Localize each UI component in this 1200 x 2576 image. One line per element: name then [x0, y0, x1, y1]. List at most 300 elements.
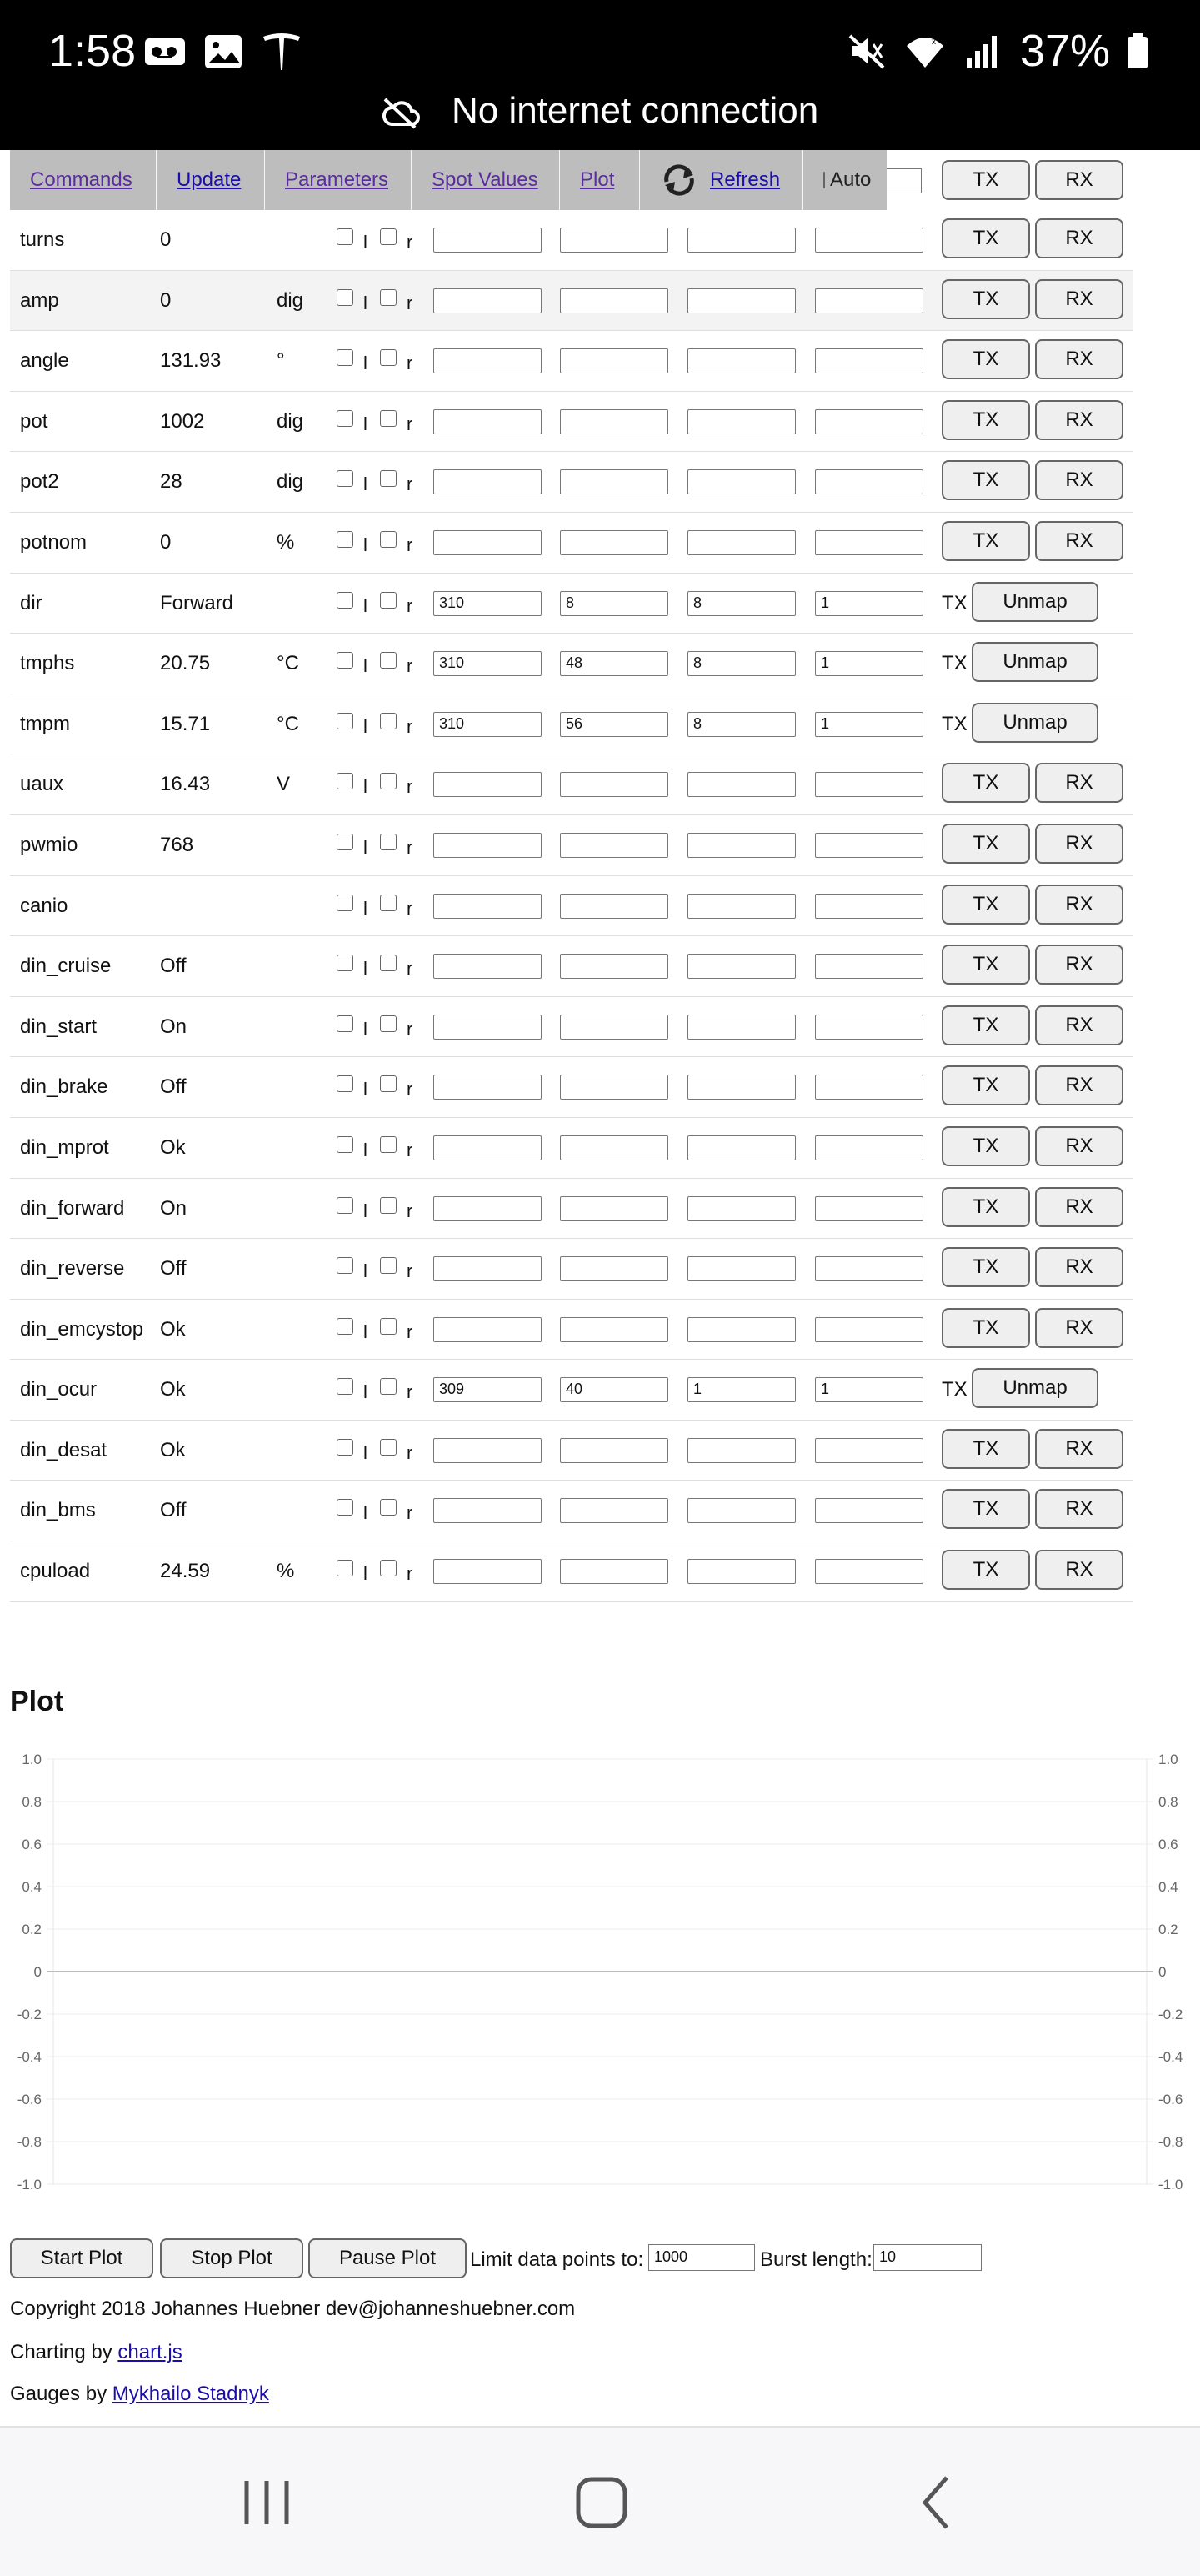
can-map-input[interactable] — [815, 1256, 923, 1281]
param-name: cpuload — [20, 1560, 91, 1583]
can-map-input[interactable] — [688, 833, 796, 858]
rx-button[interactable]: RX — [1035, 1187, 1123, 1227]
can-map-input[interactable]: 1 — [815, 591, 923, 616]
plot-left-checkbox[interactable] — [337, 592, 353, 609]
can-map-input[interactable] — [815, 228, 923, 253]
can-map-input[interactable]: 1 — [688, 1377, 796, 1402]
left-axis-label: l — [363, 776, 368, 798]
plot-right-checkbox[interactable] — [380, 1318, 397, 1335]
plot-left-checkbox[interactable] — [337, 1318, 353, 1335]
param-value: Off — [160, 955, 187, 978]
burst-input[interactable]: 10 — [873, 2244, 982, 2271]
can-map-input[interactable] — [560, 772, 668, 797]
param-value: 131.93 — [160, 349, 222, 373]
can-map-input[interactable] — [688, 1317, 796, 1342]
plot-right-checkbox[interactable] — [380, 1075, 397, 1092]
can-map-input[interactable]: 309 — [433, 1377, 542, 1402]
can-map-input[interactable] — [560, 833, 668, 858]
table-row — [10, 1421, 1133, 1481]
plot-right-checkbox[interactable] — [380, 713, 397, 729]
param-value: 1002 — [160, 409, 205, 433]
tx-button[interactable]: TX — [942, 1187, 1030, 1227]
plot-right-checkbox[interactable] — [380, 1499, 397, 1516]
table-row — [10, 452, 1133, 513]
can-map-input[interactable]: 310 — [433, 651, 542, 676]
header-tx-button[interactable]: TX — [942, 160, 1030, 200]
left-axis-label: l — [363, 1441, 368, 1463]
menu-link-parameters[interactable]: Parameters — [285, 168, 389, 191]
table-row — [10, 513, 1133, 574]
can-map-input[interactable] — [560, 1075, 668, 1100]
tx-button[interactable]: TX — [942, 824, 1030, 864]
can-map-input[interactable] — [688, 348, 796, 373]
right-axis-label: r — [407, 1563, 413, 1585]
can-map-input[interactable] — [433, 954, 542, 979]
can-map-input[interactable] — [560, 1135, 668, 1160]
plot-right-checkbox[interactable] — [380, 1257, 397, 1274]
y-tick-label-right: 0.2 — [1158, 1922, 1178, 1937]
y-tick-label-left: -1.0 — [17, 2177, 42, 2193]
menu-commands[interactable] — [10, 150, 157, 210]
left-axis-label: l — [363, 1018, 368, 1040]
tx-button[interactable]: TX — [942, 218, 1030, 258]
stop-plot-button[interactable]: Stop Plot — [160, 2238, 303, 2278]
can-map-input[interactable]: 56 — [560, 712, 668, 737]
can-map-input[interactable]: 8 — [560, 591, 668, 616]
plot-controls — [10, 2238, 1193, 2278]
can-map-input[interactable] — [815, 348, 923, 373]
can-map-input[interactable] — [433, 469, 542, 494]
can-map-input[interactable]: 8 — [688, 712, 796, 737]
can-map-input[interactable] — [688, 772, 796, 797]
can-map-input[interactable]: 40 — [560, 1377, 668, 1402]
menu-parameters[interactable] — [265, 150, 412, 210]
can-map-input[interactable]: 1 — [815, 1377, 923, 1402]
unmap-button[interactable]: Unmap — [972, 703, 1098, 743]
param-name: din_reverse — [20, 1257, 125, 1280]
plot-left-checkbox[interactable] — [337, 410, 353, 427]
rx-button[interactable]: RX — [1035, 1065, 1123, 1105]
can-map-input[interactable] — [688, 409, 796, 434]
tesla-icon — [260, 30, 303, 73]
param-name: din_start — [20, 1015, 98, 1038]
y-tick-label-right: -0.2 — [1158, 2007, 1183, 2022]
plot-left-checkbox[interactable] — [337, 289, 353, 306]
param-unit: % — [277, 530, 295, 554]
param-unit: dig — [277, 409, 304, 433]
y-tick-label-left: 0 — [33, 1964, 42, 1980]
param-value: Off — [160, 1499, 187, 1522]
param-name: pot2 — [20, 470, 59, 494]
plot-right-checkbox[interactable] — [380, 955, 397, 971]
can-map-input[interactable] — [815, 1498, 923, 1523]
plot-left-checkbox[interactable] — [337, 895, 353, 911]
plot-left-checkbox[interactable] — [337, 834, 353, 850]
plot-left-checkbox[interactable] — [337, 773, 353, 789]
tx-button[interactable]: TX — [942, 521, 1030, 561]
table-row — [10, 1541, 1133, 1602]
plot-right-checkbox[interactable] — [380, 531, 397, 548]
chartjs-link[interactable]: chart.js — [118, 2341, 182, 2363]
table-row — [10, 1239, 1133, 1300]
can-map-input[interactable] — [815, 894, 923, 919]
rx-button[interactable]: RX — [1035, 521, 1123, 561]
unmap-button[interactable]: Unmap — [972, 1368, 1098, 1408]
can-map-input[interactable] — [688, 1075, 796, 1100]
tx-button[interactable]: TX — [942, 1308, 1030, 1348]
param-value: 768 — [160, 833, 194, 856]
right-axis-label: r — [407, 594, 413, 616]
plot-right-checkbox[interactable] — [380, 1439, 397, 1456]
can-map-input[interactable] — [688, 1559, 796, 1584]
plot-left-checkbox[interactable] — [337, 1075, 353, 1092]
left-axis-label: l — [363, 534, 368, 555]
refresh-icon[interactable] — [660, 163, 698, 197]
left-axis-label: l — [363, 1321, 368, 1342]
rx-button[interactable]: RX — [1035, 1247, 1123, 1287]
left-axis-label: l — [363, 1563, 368, 1585]
tx-button[interactable]: TX — [942, 1550, 1030, 1590]
can-map-input[interactable]: 310 — [433, 591, 542, 616]
unmap-button[interactable]: Unmap — [972, 582, 1098, 622]
can-map-input[interactable] — [688, 530, 796, 555]
param-unit: ° — [277, 349, 285, 373]
param-value: Ok — [160, 1135, 186, 1159]
cloud-off-icon — [382, 96, 420, 129]
plot-left-checkbox[interactable] — [337, 652, 353, 669]
can-map-input[interactable] — [433, 1196, 542, 1221]
param-name: potnom — [20, 530, 88, 554]
tx-button[interactable]: TX — [942, 339, 1030, 379]
can-map-input[interactable]: 8 — [688, 591, 796, 616]
tx-button[interactable]: TX — [942, 885, 1030, 925]
left-axis-label: l — [363, 413, 368, 434]
limit-label: Limit data points to: — [470, 2248, 644, 2271]
can-map-input[interactable] — [433, 409, 542, 434]
rx-button[interactable]: RX — [1035, 824, 1123, 864]
plot-left-checkbox[interactable] — [337, 1136, 353, 1153]
can-map-input[interactable] — [560, 530, 668, 555]
can-map-input[interactable] — [433, 288, 542, 313]
rx-button[interactable]: RX — [1035, 1126, 1123, 1166]
tx-button[interactable]: TX — [942, 945, 1030, 985]
plot-left-checkbox[interactable] — [337, 1378, 353, 1395]
can-map-input[interactable] — [560, 1559, 668, 1584]
plot-left-checkbox[interactable] — [337, 955, 353, 971]
unmap-button[interactable]: Unmap — [972, 642, 1098, 682]
gauges-author-link[interactable]: Mykhailo Stadnyk — [112, 2383, 269, 2405]
y-tick-label-left: -0.8 — [17, 2134, 42, 2150]
can-map-input[interactable] — [688, 1256, 796, 1281]
network-banner — [0, 90, 1200, 132]
left-axis-label: l — [363, 958, 368, 980]
plot-right-checkbox[interactable] — [380, 834, 397, 850]
menu-update[interactable] — [157, 150, 265, 210]
pause-plot-button[interactable]: Pause Plot — [308, 2238, 467, 2278]
table-row — [10, 271, 1133, 332]
can-map-input[interactable]: 1 — [815, 651, 923, 676]
left-axis-label: l — [363, 1139, 368, 1160]
header-input-partial[interactable] — [887, 168, 922, 193]
y-tick-label-left: -0.2 — [17, 2007, 42, 2022]
plot-left-checkbox[interactable] — [337, 1560, 353, 1576]
param-name: din_bms — [20, 1499, 96, 1522]
left-axis-label: l — [363, 1381, 368, 1403]
plot-left-checkbox[interactable] — [337, 713, 353, 729]
plot-right-checkbox[interactable] — [380, 1197, 397, 1214]
rx-button[interactable]: RX — [1035, 1429, 1123, 1469]
battery-icon — [1125, 29, 1150, 73]
can-map-input[interactable] — [433, 1135, 542, 1160]
can-map-input[interactable] — [433, 348, 542, 373]
can-map-input[interactable] — [433, 1015, 542, 1040]
can-map-input[interactable] — [688, 1196, 796, 1221]
param-name: tmphs — [20, 652, 75, 675]
can-map-input[interactable] — [560, 894, 668, 919]
gauges-prefix: Gauges by — [10, 2383, 112, 2405]
tx-button[interactable]: TX — [942, 1489, 1030, 1529]
can-map-input[interactable] — [433, 1559, 542, 1584]
menu-link-commands[interactable]: Commands — [30, 168, 132, 191]
menu-refresh[interactable] — [640, 150, 803, 210]
table-row — [10, 392, 1133, 453]
can-map-input[interactable] — [815, 288, 923, 313]
can-map-input[interactable] — [815, 954, 923, 979]
system-icons — [845, 25, 1150, 77]
menu-auto — [803, 150, 887, 210]
plot-left-checkbox[interactable] — [337, 349, 353, 366]
can-map-input[interactable] — [560, 469, 668, 494]
rx-button[interactable]: RX — [1035, 763, 1123, 803]
rx-button[interactable]: RX — [1035, 1550, 1123, 1590]
can-map-input[interactable] — [688, 894, 796, 919]
tx-button[interactable]: TX — [942, 1005, 1030, 1045]
plot-left-checkbox[interactable] — [337, 470, 353, 487]
y-tick-label-left: 0.2 — [22, 1922, 42, 1937]
rx-button[interactable]: RX — [1035, 460, 1123, 500]
tx-label: TX — [942, 591, 968, 614]
can-map-input[interactable] — [815, 1075, 923, 1100]
tx-button[interactable]: TX — [942, 763, 1030, 803]
table-row — [10, 754, 1133, 815]
plot-right-checkbox[interactable] — [380, 1560, 397, 1576]
can-map-input[interactable] — [688, 1498, 796, 1523]
can-map-input[interactable]: 48 — [560, 651, 668, 676]
plot-right-checkbox[interactable] — [380, 652, 397, 669]
right-axis-label: r — [407, 1381, 413, 1403]
can-map-input[interactable] — [688, 228, 796, 253]
can-map-input[interactable] — [688, 1015, 796, 1040]
rx-button[interactable]: RX — [1035, 279, 1123, 319]
can-map-input[interactable]: 310 — [433, 712, 542, 737]
tx-button[interactable]: TX — [942, 460, 1030, 500]
header-rx-button[interactable]: RX — [1035, 160, 1123, 200]
rx-button[interactable]: RX — [1035, 1308, 1123, 1348]
param-value: Off — [160, 1257, 187, 1280]
tx-button[interactable]: TX — [942, 1247, 1030, 1287]
rx-button[interactable]: RX — [1035, 400, 1123, 440]
can-map-input[interactable] — [815, 772, 923, 797]
back-icon[interactable] — [905, 2469, 972, 2536]
can-map-input[interactable] — [433, 894, 542, 919]
tx-label: TX — [942, 652, 968, 675]
can-map-input[interactable] — [815, 1317, 923, 1342]
can-map-input[interactable] — [688, 288, 796, 313]
can-map-input[interactable] — [560, 288, 668, 313]
param-name: amp — [20, 288, 59, 312]
can-map-input[interactable] — [815, 1196, 923, 1221]
menu-link-refresh[interactable]: Refresh — [710, 168, 781, 191]
tx-button[interactable]: TX — [942, 1126, 1030, 1166]
can-map-input[interactable] — [688, 1438, 796, 1463]
menu-link-plot[interactable]: Plot — [580, 168, 615, 191]
can-map-input[interactable] — [560, 1196, 668, 1221]
can-map-input[interactable] — [560, 1498, 668, 1523]
recent-apps-icon[interactable] — [233, 2469, 300, 2536]
rx-button[interactable]: RX — [1035, 339, 1123, 379]
menu-plot[interactable] — [560, 150, 640, 210]
can-map-input[interactable] — [433, 772, 542, 797]
plot-left-checkbox[interactable] — [337, 228, 353, 245]
y-tick-label-left: 0.6 — [22, 1837, 42, 1852]
home-icon[interactable] — [568, 2469, 635, 2536]
table-row — [10, 1118, 1133, 1179]
y-tick-label-right: 0.8 — [1158, 1794, 1178, 1810]
table-row — [10, 876, 1133, 937]
mute-icon — [845, 29, 888, 73]
rx-button[interactable]: RX — [1035, 1489, 1123, 1529]
can-map-input[interactable] — [688, 954, 796, 979]
param-value: On — [160, 1196, 188, 1220]
rx-button[interactable]: RX — [1035, 1005, 1123, 1045]
can-map-input[interactable] — [560, 228, 668, 253]
param-value: 15.71 — [160, 712, 211, 735]
right-axis-label: r — [407, 413, 413, 434]
tx-button[interactable]: TX — [942, 400, 1030, 440]
tx-button[interactable]: TX — [942, 279, 1030, 319]
right-axis-label: r — [407, 958, 413, 980]
table-row — [10, 634, 1133, 694]
charting-prefix: Charting by — [10, 2341, 118, 2363]
rx-button[interactable]: RX — [1035, 945, 1123, 985]
can-map-input[interactable] — [560, 1317, 668, 1342]
can-map-input[interactable] — [560, 409, 668, 434]
can-map-input[interactable] — [815, 1438, 923, 1463]
plot-right-checkbox[interactable] — [380, 289, 397, 306]
left-axis-label: l — [363, 836, 368, 858]
right-axis-label: r — [407, 715, 413, 737]
can-map-input[interactable] — [560, 1256, 668, 1281]
can-map-input[interactable] — [815, 1015, 923, 1040]
can-map-input[interactable] — [815, 1559, 923, 1584]
can-map-input[interactable] — [433, 1438, 542, 1463]
plot-right-checkbox[interactable] — [380, 228, 397, 245]
can-map-input[interactable] — [688, 1135, 796, 1160]
plot-left-checkbox[interactable] — [337, 1015, 353, 1032]
rx-button[interactable]: RX — [1035, 885, 1123, 925]
param-unit: V — [277, 773, 291, 796]
can-map-input[interactable] — [433, 833, 542, 858]
right-axis-label: r — [407, 776, 413, 798]
y-tick-label-right: 0.6 — [1158, 1837, 1178, 1852]
can-map-input[interactable] — [433, 1498, 542, 1523]
param-name: din_forward — [20, 1196, 125, 1220]
menu-link-spot-values[interactable]: Spot Values — [432, 168, 538, 191]
can-map-input[interactable]: 1 — [815, 712, 923, 737]
plot-chart — [0, 1742, 1200, 2193]
can-map-input[interactable] — [433, 1317, 542, 1342]
can-map-input[interactable] — [433, 530, 542, 555]
can-map-input[interactable] — [560, 348, 668, 373]
limit-input[interactable]: 1000 — [648, 2244, 755, 2271]
left-axis-label: l — [363, 1260, 368, 1282]
start-plot-button[interactable]: Start Plot — [10, 2238, 153, 2278]
y-tick-label-right: 0.4 — [1158, 1879, 1178, 1895]
param-name: din_ocur — [20, 1378, 98, 1401]
param-name: din_mprot — [20, 1135, 109, 1159]
y-tick-label-right: -0.6 — [1158, 2092, 1183, 2107]
can-map-input[interactable] — [815, 409, 923, 434]
plot-left-checkbox[interactable] — [337, 531, 353, 548]
gauges-credit — [10, 2383, 269, 2406]
rx-button[interactable]: RX — [1035, 218, 1123, 258]
plot-right-checkbox[interactable] — [380, 410, 397, 427]
plot-right-checkbox[interactable] — [380, 592, 397, 609]
can-map-input[interactable] — [433, 1256, 542, 1281]
menu-spot-values[interactable] — [412, 150, 560, 210]
can-map-input[interactable] — [560, 1438, 668, 1463]
table-row — [10, 815, 1133, 876]
y-tick-label-left: -0.4 — [17, 2049, 42, 2065]
auto-label: Auto — [830, 168, 872, 191]
plot-left-checkbox[interactable] — [337, 1197, 353, 1214]
can-map-input[interactable] — [688, 469, 796, 494]
plot-right-checkbox[interactable] — [380, 1015, 397, 1032]
plot-right-checkbox[interactable] — [380, 349, 397, 366]
param-value: 0 — [160, 288, 172, 312]
can-map-input[interactable] — [815, 469, 923, 494]
auto-checkbox[interactable] — [823, 172, 825, 188]
can-map-input[interactable] — [815, 530, 923, 555]
table-row — [10, 1481, 1133, 1541]
plot-title: Plot — [10, 1686, 64, 1717]
can-map-input[interactable] — [560, 1015, 668, 1040]
burst-label: Burst length: — [760, 2248, 872, 2271]
plot-left-checkbox[interactable] — [337, 1257, 353, 1274]
can-map-input[interactable] — [433, 228, 542, 253]
param-name: tmpm — [20, 712, 70, 735]
can-map-input[interactable]: 8 — [688, 651, 796, 676]
plot-right-checkbox[interactable] — [380, 895, 397, 911]
signal-icon — [962, 29, 1005, 73]
can-map-input[interactable] — [815, 833, 923, 858]
plot-right-checkbox[interactable] — [380, 470, 397, 487]
tx-button[interactable]: TX — [942, 1429, 1030, 1469]
plot-left-checkbox[interactable] — [337, 1439, 353, 1456]
param-name: din_cruise — [20, 955, 112, 978]
right-axis-label: r — [407, 1321, 413, 1342]
menu-link-update[interactable]: Update — [177, 168, 242, 191]
tx-button[interactable]: TX — [942, 1065, 1030, 1105]
plot-right-checkbox[interactable] — [380, 1378, 397, 1395]
right-axis-label: r — [407, 836, 413, 858]
can-map-input[interactable] — [815, 1135, 923, 1160]
plot-left-checkbox[interactable] — [337, 1499, 353, 1516]
can-map-input[interactable] — [560, 954, 668, 979]
plot-right-checkbox[interactable] — [380, 773, 397, 789]
plot-right-checkbox[interactable] — [380, 1136, 397, 1153]
can-map-input[interactable] — [433, 1075, 542, 1100]
